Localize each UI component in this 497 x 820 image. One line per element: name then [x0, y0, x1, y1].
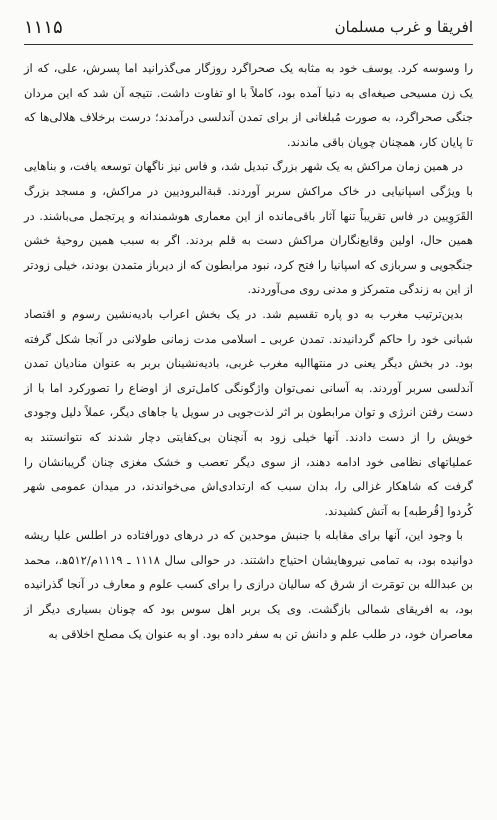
page-header	[24, 14, 473, 40]
paragraph: را وسوسه کرد. یوسف خود به مثابه یک صحراگرد روزگار می‌گذرانید اما پسرش، علی، که از یک زن مسیحی صیغه‌ای به دنیا آمده بود، کاملاً با او تفاوت داشت. نتیجه آن شد که این مردان جنگی صحراگرد، به صورت مُبلغانی از برای تمدن آندلسی درآمدند؛ درست برخلاف هلالی‌ها که تا پایان کار، همچنان چوپان باقی ماندند.	[24, 61, 473, 149]
paragraph: با وجود این، آنها برای مقابله با جنبش موحدین که در درهای دورافتاده در اطلس علیا ریشه دوانیده بود، به تمامی نیروهایشان احتیاج داشتند. در حوالی سال ۱۱۱۸ ـ ۱۱۱۹م/۵۱۲ه‍.، محمد بن عبدالله بن تومَرت از شرق که سالیان درازی را برای کسب علوم و معارف در آنجا گذرانیده بود، به افریقای شمالی بازگشت. وی یک بربر اهل سوس بود که چونان بسیاری دیگر از معاصران خود، در طلب علم و دانش تن به سفر داده بود. او به عنوان یک مصلح اخلاقی به	[24, 528, 473, 641]
running-title: افریقا و غرب مسلمان	[334, 18, 473, 36]
paragraph: بدین‌ترتیب مغرب به دو پاره تقسیم شد. در یک بخش اعراب بادیه‌نشین رسوم و اقتصاد شبانی خود را حاکم گردانیدند. تمدن عربی ـ اسلامی مدت زمانی طولانی در آنجا شکل گرفته بود. در بخش دیگر یعنی در منتهاالیه مغرب غربی، بادیه‌نشینان بربر به عنوان منادیان تمدن آندلسی سربر آوردند. به آسانی نمی‌توان واژگونگی کامل‌تری از اوضاع را تصورکرد اما با از دست رفتن انرژی و توان مرابطون بر اثر لذت‌جویی در سویل یا جاهای دیگر، عملاً دلیل وجودی خویش را از دست دادند. آنها خیلی زود به آنچنان بی‌کفایتی دچار شدند که نتوانستند به عملیاتهای نظامی خود ادامه دهند، از سوی دیگر تعصب و خشک مغزی چنان گریبانشان را گرفت که شاهکار غزالی را، بدان سبب که ارتدادی‌اش می‌خواندند، در میدان عمومی شهر کُردوا [قُرطبه] به آتش کشیدند.	[24, 306, 473, 518]
page-number: ۱۱۱۵	[24, 16, 63, 38]
paragraph: در همین زمان مراکش به یک شهر بزرگ تبدیل شد، و فاس نیز ناگهان توسعه یافت، و بناهایی با ویژگی اسپانیایی در خاک مراکش سربر آوردند. قبةالبرودیین در مراکش، و مسجد بزرگ القَرَوِیین در فاس تقریباً تنها آثار باقی‌مانده از این معماری هوشمندانه و پرتجمل می‌باشند. در همین حال، اولین وقایع‌نگاران مراکش دست به قلم بردند. اگر به سبب همین روحیهٔ خشن جنگجویی و سربازی که اسپانیا را فتح کرد، نبود مرابطون که از دیرباز متمدن بودند، خیلی زودتر از این به زندگی متمرکز و مدنی روی می‌آوردند.	[24, 159, 473, 297]
header-rule	[24, 44, 473, 45]
body-text	[24, 56, 473, 646]
